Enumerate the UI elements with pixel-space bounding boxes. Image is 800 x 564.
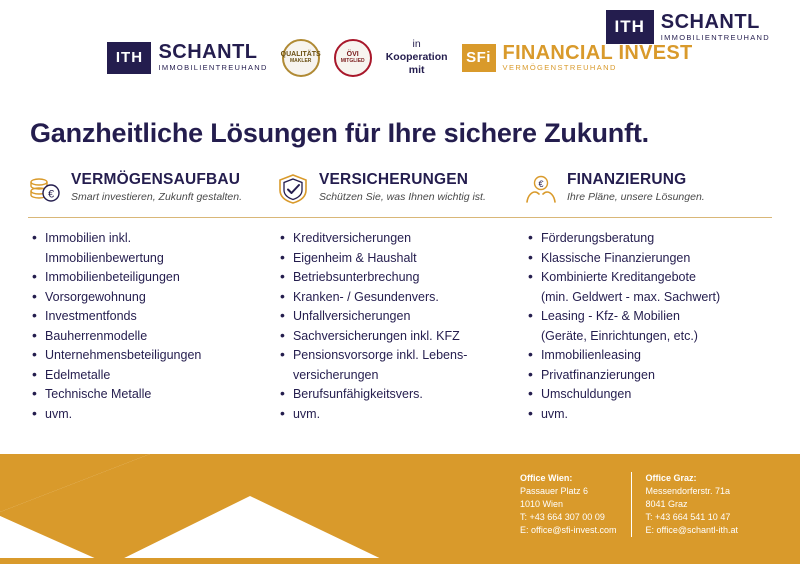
contact-title: Office Wien: [520,473,573,483]
quality-seal-line1: QUALITÄTS [280,50,321,58]
list-item: • Sachversicherungen inkl. KFZ [293,327,508,347]
list-item: • Klassische Finanzierungen [541,249,756,269]
list-item: • Immobilien inkl. [45,229,260,249]
category-title: VERSICHERUNGEN [318,171,469,188]
hands-euro-icon [524,172,558,206]
contact-email[interactable]: E: office@sfi-invest.com [520,525,617,535]
contact-title: Office Graz: [645,473,697,483]
header [0,0,800,104]
coins-euro-icon [28,172,62,206]
list-item: • Unternehmensbeteiligungen [45,346,260,366]
category-finanzierung [524,171,772,206]
schantl-subtitle: IMMOBILIENTREUHAND [158,63,268,72]
list-item: • Förderungsberatung [541,229,756,249]
list-item: • Unfallversicherungen [293,307,508,327]
contact-email[interactable]: E: office@schantl-ith.at [645,525,739,535]
category-subtitle: Smart investieren, Zukunft gestalten. [71,191,242,203]
contact-graz [631,472,753,537]
list-item: • Vorsorgewohnung [45,288,260,308]
cooperation-line3: mit [408,64,425,76]
list-item: • Privatfinanzierungen [541,366,756,386]
list-item: • Eigenheim & Haushalt [293,249,508,269]
page-title: Ganzheitliche Lösungen für Ihre sichere Zukunft. [30,118,649,148]
list-item: • Kreditversicherungen [293,229,508,249]
list-versicherungen [276,229,524,424]
footer-band [0,454,800,564]
divider [28,217,772,218]
contact-wien [520,472,631,537]
list-item: • Betriebsunterbrechung [293,268,508,288]
svg-text:€: € [47,188,55,201]
schantl-wordmark [158,42,267,73]
list-finanzierung [524,229,772,424]
category-subtitle: Schützen Sie, was Ihnen wichtig ist. [318,191,486,203]
list-item: versicherungen [292,367,379,382]
list-item: Immobilienbewertung [45,250,164,265]
list-item: • Umschuldungen [541,385,756,405]
association-seal-line1: ÖVI [346,50,359,58]
list-item: • Immobilienleasing [541,346,756,366]
schantl-name: SCHANTL [158,41,258,63]
ith-monogram-icon: ITH [606,10,654,44]
shield-check-icon [276,172,310,206]
list-item: • Bauherrenmodelle [45,327,260,347]
list-item: (Geräte, Einrichtungen, etc.) [540,328,698,343]
cooperation-note [386,38,448,77]
contact-city: 8041 Graz [645,499,688,509]
logo-schantl-main [107,42,267,74]
contact-block [520,472,752,537]
list-item: (min. Geldwert - max. Sachwert) [540,289,721,304]
svg-text:€: € [538,179,544,189]
category-lists [28,229,772,424]
quality-seal-icon [282,39,320,77]
category-subtitle: Ihre Pläne, unsere Lösungen. [566,191,705,203]
contact-city: 1010 Wien [520,499,564,509]
quality-seal-line2: MAKLER [290,57,312,64]
association-seal-line2: MITGLIED [340,57,365,64]
list-vermoegensaufbau [28,229,276,424]
list-item: • Berufsunfähigkeitsvers. [293,385,508,405]
list-item: • Pensionsvorsorge inkl. Lebens- [293,346,508,366]
list-item: • Edelmetalle [45,366,260,386]
logo-row [0,38,800,77]
contact-street: Messendorferstr. 71a [645,486,731,496]
list-item: • uvm. [293,405,508,425]
category-title: VERMÖGENSAUFBAU [71,171,241,188]
category-vermoegensaufbau [28,171,276,206]
contact-phone[interactable]: T: +43 664 541 10 47 [645,512,731,522]
list-item: • Kranken- / Gesundenvers. [293,288,508,308]
list-item: • Immobilienbeteiligungen [45,268,260,288]
category-versicherungen [276,171,524,206]
list-item: • uvm. [45,405,260,425]
contact-street: Passauer Platz 6 [520,486,589,496]
cooperation-line2: Kooperation [385,51,448,63]
association-seal-icon [334,39,372,77]
financial-invest-wordmark [503,43,693,73]
schantl-subtitle-top: IMMOBILIENTREUHAND [660,32,770,42]
cooperation-line1: in [412,38,421,50]
logo-financial-invest [462,43,693,73]
list-item: • Leasing - Kfz- & Mobilien [541,307,756,327]
ith-monogram-icon: ITH [107,42,151,74]
list-item: • uvm. [541,405,756,425]
list-item: • Investmentfonds [45,307,260,327]
financial-invest-subtitle: VERMÖGENSTREUHAND [502,62,617,72]
financial-invest-name: FINANCIAL INVEST [502,41,693,64]
category-title: FINANZIERUNG [566,171,687,188]
schantl-name-top: SCHANTL [660,10,760,33]
sfi-monogram-icon: SFi [462,44,496,72]
category-headers [28,171,772,206]
list-item: • Kombinierte Kreditangebote [541,268,756,288]
contact-phone[interactable]: T: +43 664 307 00 09 [520,512,605,522]
list-item: • Technische Metalle [45,385,260,405]
